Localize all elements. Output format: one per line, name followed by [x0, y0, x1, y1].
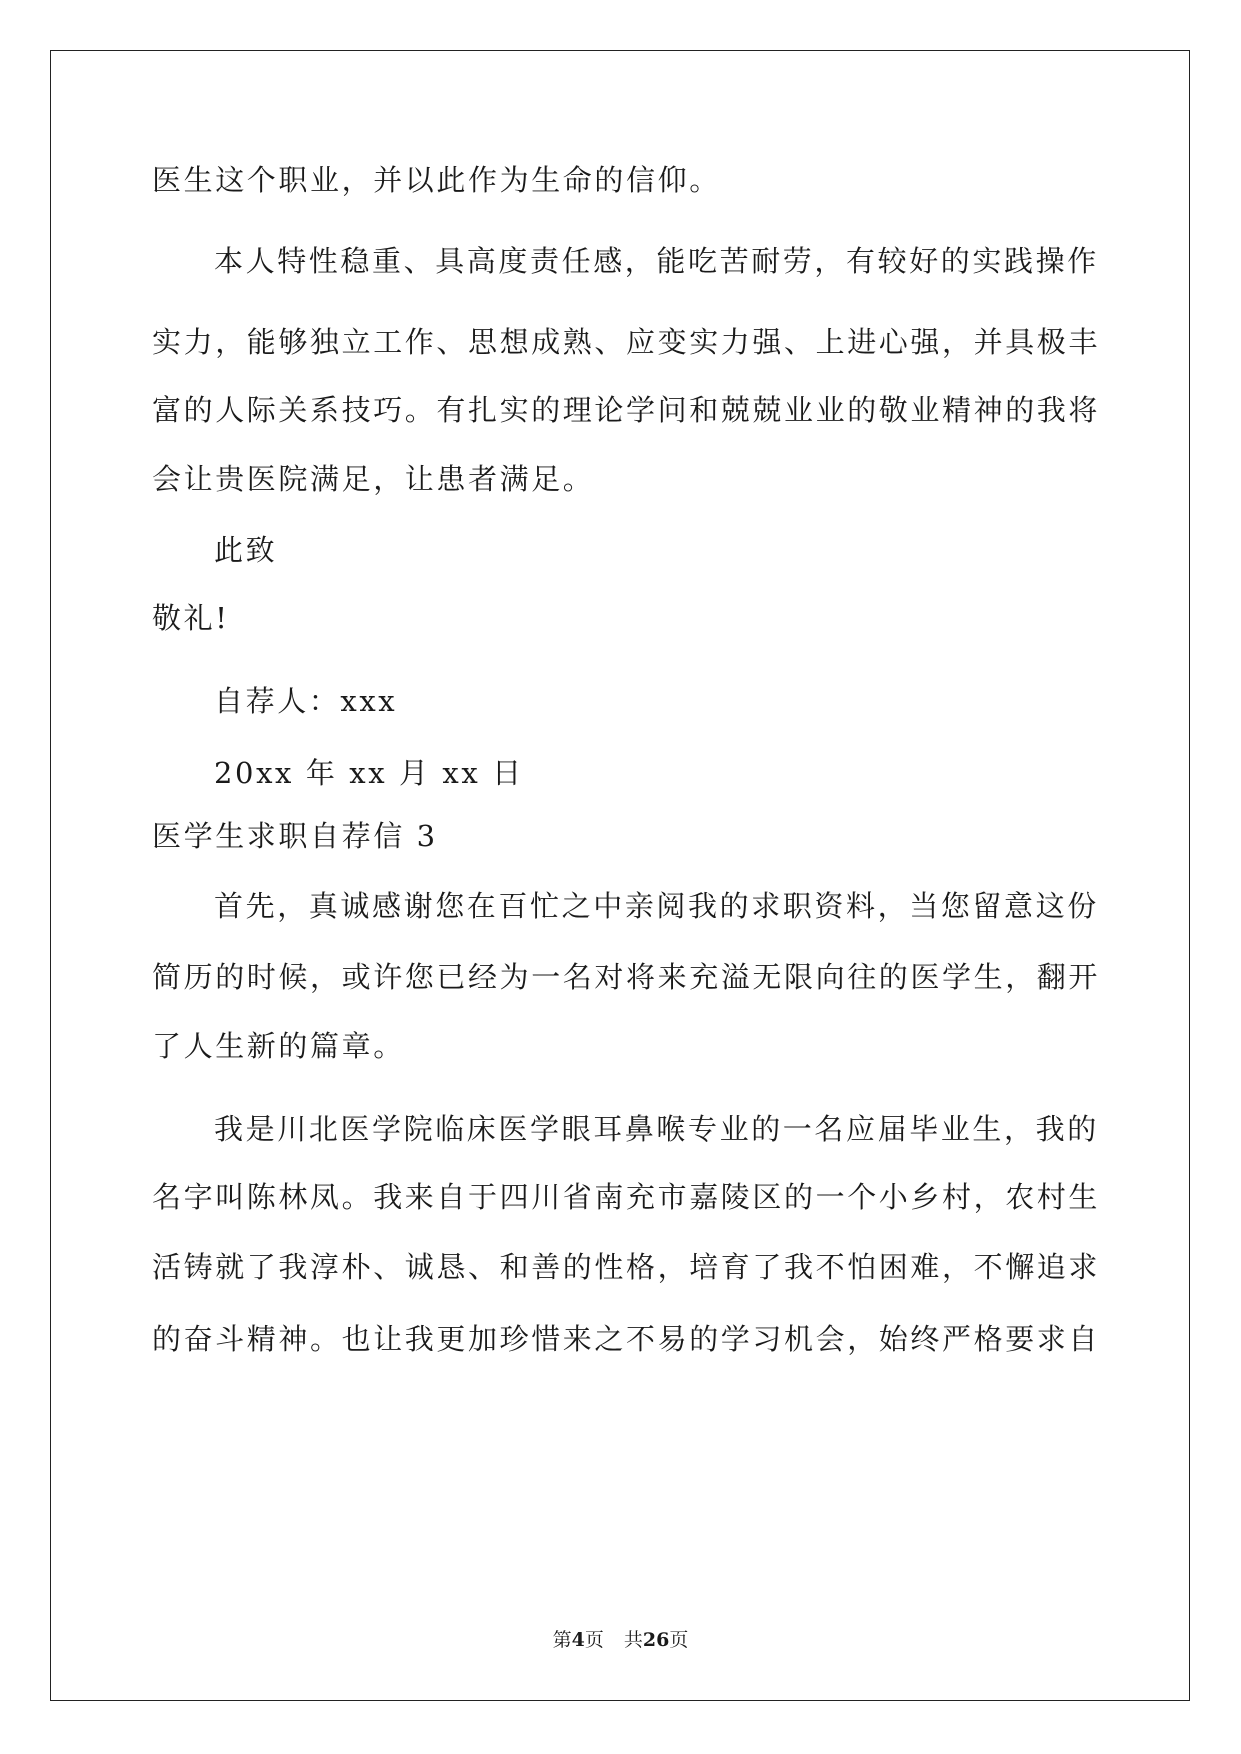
date-line: 20xx 年 xx 月 xx 日 [214, 756, 524, 790]
text-line: 名字叫陈林凤。我来自于四川省南充市嘉陵区的一个小乡村，农村生 [152, 1180, 1101, 1214]
signature-line: 自荐人：xxx [214, 684, 398, 718]
page-footer [0, 1628, 1241, 1652]
text-line: 实力，能够独立工作、思想成熟、应变实力强、上进心强，并具极丰 [152, 325, 1101, 359]
closing-salutation: 此致 [214, 533, 278, 567]
text-line: 首先，真诚感谢您在百忙之中亲阅我的求职资料，当您留意这份 [214, 889, 1099, 923]
footer-page-word: 页 [584, 1629, 604, 1651]
closing-regards: 敬礼! [152, 601, 230, 635]
text-line: 我是川北医学院临床医学眼耳鼻喉专业的一名应届毕业生，我的 [214, 1112, 1099, 1146]
text-line: 本人特性稳重、具高度责任感，能吃苦耐劳，有较好的实践操作 [214, 244, 1099, 278]
text-line: 活铸就了我淳朴、诚恳、和善的性格，培育了我不怕困难，不懈追求 [152, 1250, 1101, 1284]
text-line: 会让贵医院满足，让患者满足。 [152, 462, 595, 496]
text-line: 简历的时候，或许您已经为一名对将来充溢无限向往的医学生，翻开 [152, 960, 1101, 994]
footer-prefix: 第 [552, 1629, 572, 1651]
text-line: 的奋斗精神。也让我更加珍惜来之不易的学习机会，始终严格要求自 [152, 1322, 1101, 1356]
page-border [50, 50, 1190, 1701]
text-line: 了人生新的篇章。 [152, 1029, 405, 1063]
text-line: 富的人际关系技巧。有扎实的理论学问和兢兢业业的敬业精神的我将 [152, 393, 1101, 427]
footer-total-prefix: 共 [623, 1629, 643, 1651]
total-page-number: 26 [642, 1629, 670, 1651]
footer-total-suffix: 页 [669, 1629, 689, 1651]
text-line: 医生这个职业，并以此作为生命的信仰。 [152, 163, 721, 197]
current-page-number: 4 [571, 1629, 585, 1651]
section-title: 医学生求职自荐信 3 [152, 819, 438, 853]
